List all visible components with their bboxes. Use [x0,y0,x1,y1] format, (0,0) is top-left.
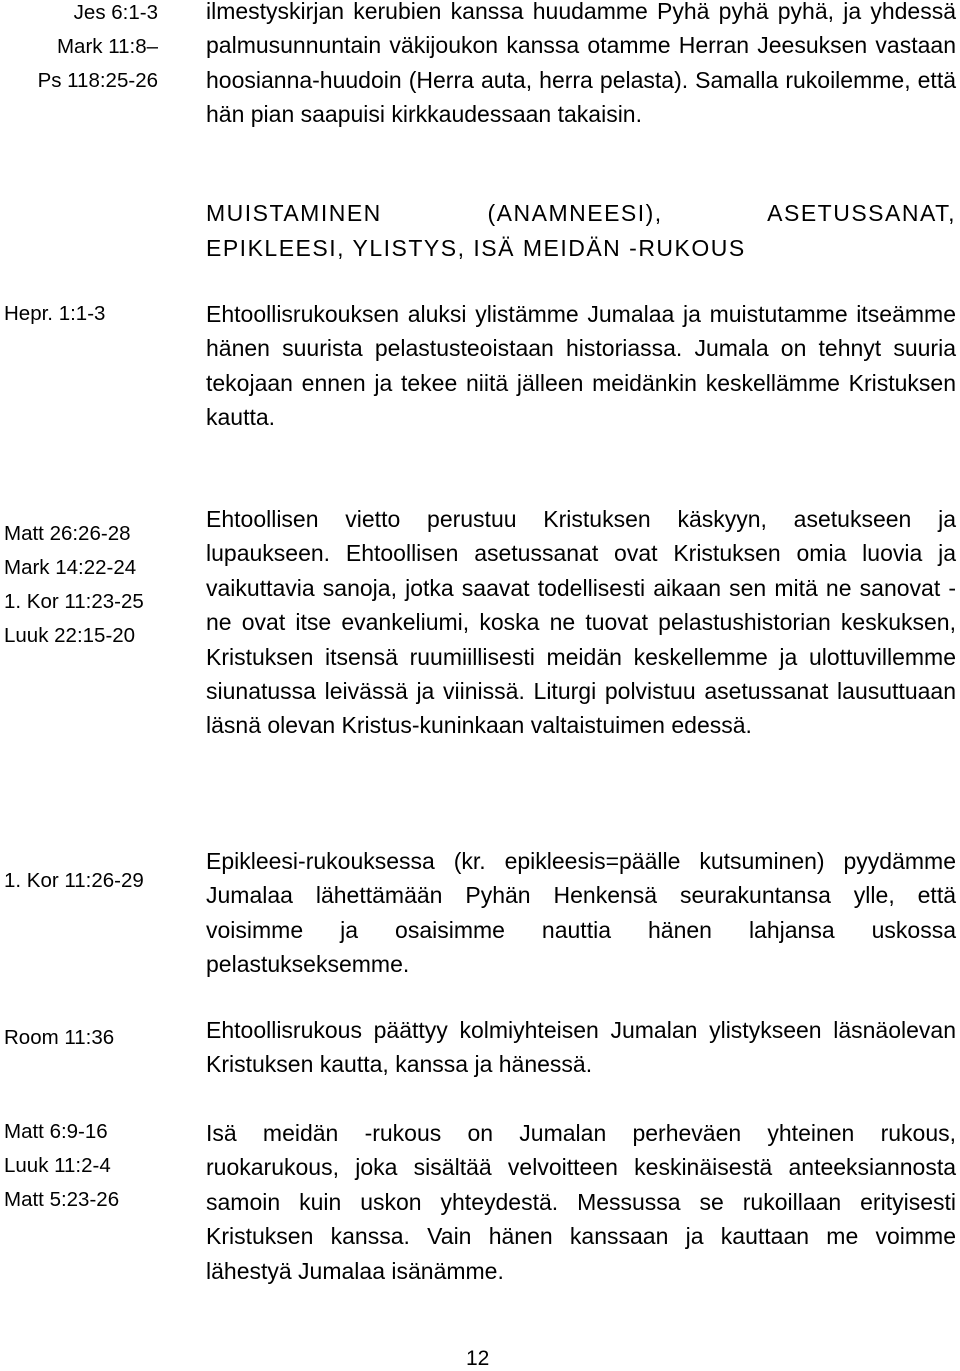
scripture-reference: Room 11:36 [4,1026,115,1049]
page-number: 12 [466,1347,490,1370]
scripture-reference: Mark 11:8– [56,35,158,58]
margin-references-1 [4,0,158,98]
margin-references-3 [4,517,189,653]
paragraph-epiclesis: Epikleesi-rukouksessa (kr. epikleesis=päälle kutsuminen) pyydämme Jumalaa lähettämään Pyhän Henkensä seurakuntansa ylle, että voisimme ja osaisimme nauttia hänen lahjansa uskossa pelastukseksemme. [206,848,956,978]
scripture-reference: Mark 14:22-24 [4,556,137,579]
scripture-reference: Matt 26:26-28 [4,522,131,545]
scripture-reference: Luuk 22:15-20 [4,624,136,647]
scripture-reference: Luuk 11:2-4 [4,1154,111,1177]
scripture-reference: Hepr. 1:1-3 [4,302,106,325]
paragraph-anamnesis: Ehtoollisrukouksen aluksi ylistämme Jumalaa ja muistutamme itseämme hänen suurista pelastusteoistaan historiassa. Jumala on tehnyt suuria tekojaan ennen ja tekee niitä jälleen meidänkin keskellämme Kristuksen kautta. [206,301,956,431]
paragraph-doxology: Ehtoollisrukous päättyy kolmiyhteisen Jumalan ylistykseen läsnäolevan Kristuksen kautta, kanssa ja hänessä. [206,1017,956,1078]
scripture-reference: Matt 6:9-16 [4,1120,108,1143]
scripture-reference: 1. Kor 11:26-29 [4,869,144,892]
margin-references-2 [4,297,189,331]
margin-references-4 [4,864,189,898]
scripture-reference: 1. Kor 11:23-25 [4,590,144,613]
paragraph-lords-prayer: Isä meidän -rukous on Jumalan perheväen yhteinen rukous, ruokarukous, joka sisältää velvoitteen keskinäisestä anteeksiannosta samoin kuin uskon yhteydestä. Messussa se rukoillaan erityisesti Kristuksen kanssa. Vain hänen kanssaan ja kauttaan me voimme lähestyä Jumalaa isänämme. [206,1120,956,1284]
margin-references-6 [4,1115,189,1217]
scripture-reference: Ps 118:25-26 [37,69,158,92]
section-heading-line-1: MUISTAMINEN (ANAMNEESI), ASETUSSANAT, [206,200,956,226]
paragraph-hosanna: ilmestyskirjan kerubien kanssa huudamme Pyhä pyhä pyhä, ja yhdessä palmusunnuntain väkijoukon kanssa otamme Herran Jeesuksen vastaan hoosianna-huudoin (Herra auta, herra pelasta). Samalla rukoilemme, että hän pian saapuisi kirkkaudessaan takaisin. [206,0,956,128]
scripture-reference: Matt 5:23-26 [4,1188,120,1211]
section-heading [206,196,956,266]
scripture-reference: Jes 6:1-3 [73,1,158,24]
section-heading-line-2: EPIKLEESI, YLISTYS, ISÄ MEIDÄN -RUKOUS [206,235,746,261]
margin-references-5 [4,1021,189,1055]
paragraph-words-of-institution: Ehtoollisen vietto perustuu Kristuksen käskyyn, asetukseen ja lupaukseen. Ehtoollisen asetussanat ovat Kristuksen omia luovia ja vaikuttavia sanoja, jotka saavat todellisesti aikaan sen mitä ne sanovat - ne ovat itse evankeliumi, koska ne tuovat pelastushistorian keskuksen, Kristuksen itsensä ruumiillisesti meidän keskellemme ja ulottuvillemme siunatussa leivässä ja viinissä. Liturgi polvistuu asetussanat lausuttuaan läsnä olevan Kristus-kuninkaan valtaistuimen edessä. [206,506,956,739]
